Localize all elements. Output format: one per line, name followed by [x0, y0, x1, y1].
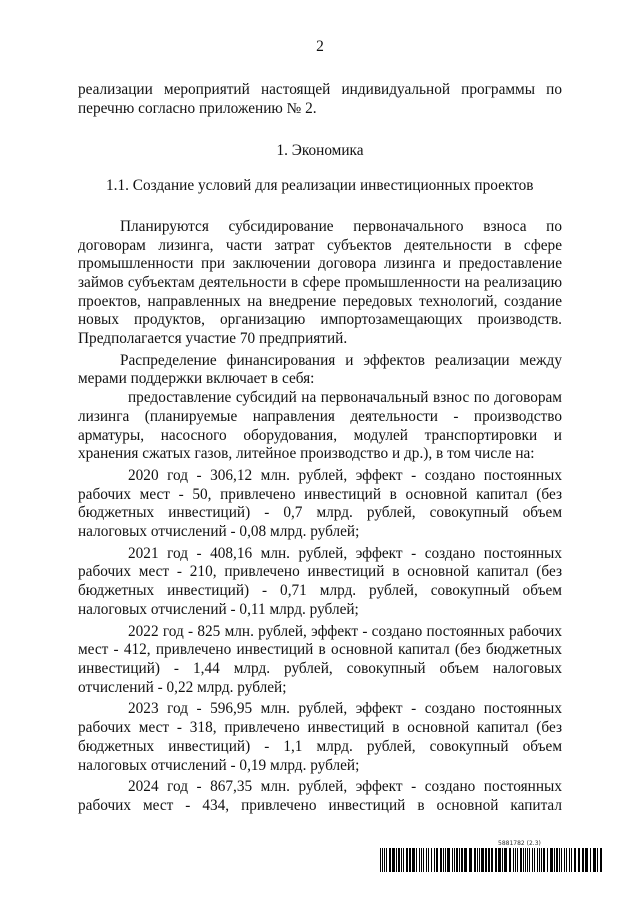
- paragraph-year-2021: 2021 год - 408,16 млн. рублей, эффект - создано постоянных рабочих мест - 210, привлечено инвестиций в основной капитал (без бюджетных инвестиций) - 0,71 млрд. рублей, совокупный объем налоговых отчислений - 0,11 млрд. рублей;: [78, 544, 562, 618]
- barcode-image: [380, 848, 602, 872]
- document-body: [78, 81, 562, 816]
- section-heading: 1. Экономика: [276, 142, 364, 160]
- paragraph-distribution: Распределение финансирования и эффектов реализации между мерами поддержки включает в себя:: [78, 351, 562, 388]
- paragraph-year-2022: 2022 год - 825 млн. рублей, эффект - создано постоянных рабочих мест - 412, привлечено инвестиций в основной капитал (без бюджетных инвестиций) - 1,44 млрд. рублей, совокупный объем налоговых отчислений - 0,22 млрд. рублей;: [78, 622, 562, 696]
- subsection-heading: 1.1. Создание условий для реализации инвестиционных проектов: [106, 177, 534, 195]
- paragraph-year-2023: 2023 год - 596,95 млн. рублей, эффект - создано постоянных рабочих мест - 318, привлечено инвестиций в основной капитал (без бюджетных инвестиций) - 1,1 млрд. рублей, совокупный объем налоговых отчислений - 0,19 млрд. рублей;: [78, 700, 562, 774]
- paragraph-year-2020: 2020 год - 306,12 млн. рублей, эффект - создано постоянных рабочих мест - 50, привлечено инвестиций в основной капитал (без бюджетных инвестиций) - 0,7 млрд. рублей, совокупный объем налоговых отчислений - 0,08 млрд. рублей;: [78, 466, 562, 541]
- intro-paragraph: реализации мероприятий настоящей индивидуальной программы по перечню согласно приложению № 2.: [78, 81, 562, 117]
- page-number: 2: [316, 38, 324, 55]
- paragraph-subsidies: предоставление субсидий на первоначальный взнос по договорам лизинга (планируемые направления деятельности - производство арматуры, насосного оборудования, модулей транспортировки и хранения сжатых газов, литейное производство и др.), в том числе на:: [78, 389, 562, 463]
- paragraph-plans: Планируются субсидирование первоначального взноса по договорам лизинга, части затрат субъектов деятельности в сфере промышленности при заключении договора лизинга и предоставление займов субъектам деятельности в сфере промышленности на реализацию проектов, направленных на внедрение передовых технологий, создание новых продуктов, организацию импортозамещающих производств. Предполагается участие 70 предприятий.: [78, 217, 562, 348]
- barcode-number: 5881782 (2.3): [498, 840, 541, 847]
- paragraph-year-2024: 2024 год - 867,35 млн. рублей, эффект - создано постоянных рабочих мест - 434, привлечено инвестиций в основной капитал: [78, 778, 562, 814]
